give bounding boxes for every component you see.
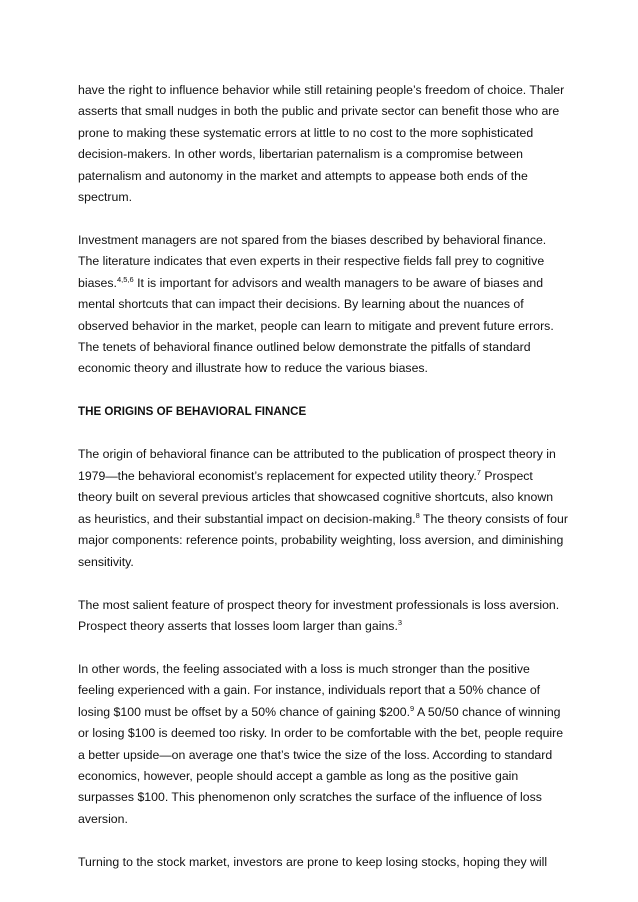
- paragraph-loss-example: [78, 659, 568, 830]
- section-heading: THE ORIGINS OF BEHAVIORAL FINANCE: [78, 405, 307, 419]
- paragraph-text: The most salient feature of prospect theory for investment professionals is loss aversion. Prospect theory asserts that losses loom larger than gains.: [78, 597, 560, 633]
- paragraph-text: Prospect theory built on several previous articles that showcased cognitive shortcuts, also known as heuristics, and their substantial impact on decision-making.: [78, 468, 554, 526]
- paragraph-text: In other words, the feeling associated with a loss is much stronger than the positive feeling experienced with a gain. For instance, individuals report that a 50% chance of losing $100 must be offset by a 50% chance of gaining $200.: [78, 661, 541, 719]
- paragraph-text: have the right to influence behavior while still retaining people’s freedom of choice. Thaler asserts that small nudges in both the public and private sector can benefit those who are prone to making these systematic errors at little to no cost to the more sophisticated decision-makers. In other words, libertarian paternalism is a compromise between paternalism and autonomy in the market and attempts to appease both ends of the spectrum.: [78, 83, 565, 205]
- paragraph-stock-market: [78, 852, 568, 873]
- paragraph-text: The theory consists of four major components: reference points, probability weighting, loss aversion, and diminishing sensitivity.: [78, 511, 568, 569]
- footnote-ref: 7: [476, 467, 481, 477]
- paragraph-libertarian-paternalism: [78, 80, 568, 208]
- paragraph-text: Turning to the stock market, investors are prone to keep losing stocks, hoping they will: [78, 854, 548, 869]
- footnote-ref: 9: [410, 703, 415, 713]
- paragraph-origins: [78, 444, 568, 572]
- paragraph-text: A 50/50 chance of winning or losing $100 is deemed too risky. In order to be comfortable with the bet, people require a better upside—on average one that’s twice the size of the loss. According to standard economics, however, people should accept a gamble as long as the positive gain surpasses $100. This phenomenon only scratches the surface of the influence of loss aversion.: [78, 704, 564, 826]
- paragraph-loss-aversion: [78, 595, 568, 638]
- footnote-ref: 8: [415, 510, 420, 520]
- paragraph-investment-managers: [78, 230, 568, 380]
- footnote-ref: 4,5,6: [116, 274, 134, 284]
- paragraph-text: The origin of behavioral finance can be attributed to the publication of prospect theory in 1979—the behavioral economist’s replacement for expected utility theory.: [78, 447, 556, 483]
- paragraph-text: Investment managers are not spared from the biases described by behavioral finance. The literature indicates that even experts in their respective fields fall prey to cognitive biases.: [78, 233, 547, 290]
- footnote-ref: 3: [397, 617, 403, 627]
- paragraph-text: It is important for advisors and wealth managers to be aware of biases and mental shortcuts that can impact their decisions. By learning about the nuances of observed behavior in the market, people can learn to mitigate and prevent future errors. The tenets of behavioral finance outlined below demonstrate the pitfalls of standard economic theory and illustrate how to reduce the various biases.: [78, 275, 554, 376]
- document-page: [78, 80, 568, 873]
